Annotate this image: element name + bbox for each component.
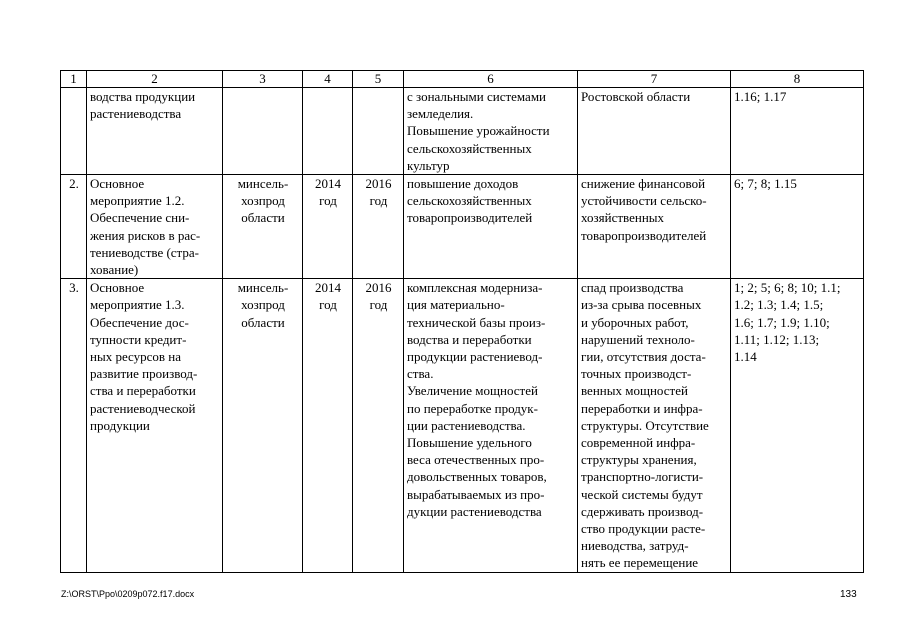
page-number: 133: [840, 589, 857, 600]
cell-text-line: сдерживать производ-: [581, 503, 704, 519]
cell-text-line: области: [241, 210, 285, 226]
indicator-links-cell: [731, 175, 864, 279]
cell-text-line: современной инфра-: [581, 435, 696, 451]
cell-text-line: структуры хранения,: [581, 452, 697, 468]
cell-text-line: Повышение удельного: [407, 435, 532, 451]
cell-text-line: Основное: [90, 176, 145, 192]
cell-text-line: Ростовской области: [581, 89, 691, 104]
cell-text-line: венных мощностей: [581, 383, 688, 399]
activity-name-cell: [87, 88, 223, 175]
column-number: 6: [404, 71, 578, 88]
indicator-links-cell: [731, 279, 864, 572]
cell-text-line: хозяйственных: [581, 210, 665, 226]
cell-text-line: 1.6; 1.7; 1.9; 1.10;: [734, 314, 830, 330]
cell-text-line: структуры. Отсутствие: [581, 417, 709, 433]
executor-cell: [223, 175, 303, 279]
column-number: 5: [353, 71, 404, 88]
expected-result-cell: [404, 175, 578, 279]
cell-text-line: хование): [90, 262, 139, 278]
column-number: 3: [223, 71, 303, 88]
program-activities-table: [60, 70, 864, 573]
column-number: 2: [87, 71, 223, 88]
cell-text-line: товаропроизводителей: [407, 210, 533, 226]
column-number-row: [61, 71, 864, 88]
activity-name-cell: [87, 279, 223, 572]
document-file-path: Z:\ORST\Ppo\0209p072.f17.docx: [61, 589, 195, 599]
cell-text-line: сельскохозяйственных: [407, 140, 532, 156]
cell-text-line: год: [319, 297, 337, 313]
cell-text-line: спад производства: [581, 280, 684, 296]
cell-text-line: 1.11; 1.12; 1.13;: [734, 331, 820, 347]
indicator-links-cell: [731, 88, 864, 175]
cell-text-line: снижение финансовой: [581, 176, 706, 192]
start-year-cell: [303, 175, 353, 279]
table-row: [61, 175, 864, 279]
cell-text-line: из-за срыва посевных: [581, 297, 702, 313]
cell-text-line: гии, отсутствия доста-: [581, 349, 706, 365]
cell-text-line: Основное: [90, 280, 145, 296]
cell-text-line: по переработке продук-: [407, 400, 538, 416]
cell-text-line: год: [319, 193, 337, 209]
end-year-cell: [353, 88, 404, 175]
cell-text-line: сельскохозяйственных: [407, 193, 532, 209]
cell-text-line: товаропроизводителей: [581, 227, 707, 243]
row-number-cell: 3.: [61, 279, 87, 572]
cell-text-line: растениеводческой: [90, 400, 196, 416]
cell-text-line: 1.14: [734, 349, 757, 365]
cell-text-line: минсель-: [237, 280, 289, 296]
cell-text-line: комплексная модерниза-: [407, 280, 543, 296]
expected-result-cell: [404, 279, 578, 572]
consequence-cell: [578, 88, 731, 175]
cell-text-line: мероприятие 1.3.: [90, 297, 185, 313]
cell-text-line: продукции: [90, 417, 150, 433]
end-year-cell: [353, 175, 404, 279]
column-number: 8: [731, 71, 864, 88]
cell-text-line: 2016: [365, 176, 392, 192]
cell-text-line: земледелия.: [407, 106, 474, 122]
cell-text-line: ции растениеводства.: [407, 417, 526, 433]
cell-text-line: вырабатываемых из про-: [407, 486, 545, 502]
cell-text-line: культур: [407, 157, 450, 173]
cell-text-line: 2014: [315, 280, 341, 296]
cell-text-line: водства продукции: [90, 89, 196, 104]
cell-text-line: повышение доходов: [407, 176, 519, 192]
cell-text-line: ства.: [407, 366, 434, 382]
cell-text-line: мероприятие 1.2.: [90, 193, 185, 209]
cell-text-line: точных производст-: [581, 366, 692, 382]
cell-text-line: устойчивости сельско-: [581, 193, 707, 209]
cell-text-line: жения рисков в рас-: [90, 227, 201, 243]
start-year-cell: [303, 88, 353, 175]
cell-text-line: ство продукции расте-: [581, 521, 706, 537]
row-number-cell: [61, 88, 87, 175]
executor-cell: [223, 88, 303, 175]
column-number: 7: [578, 71, 731, 88]
cell-text-line: ных ресурсов на: [90, 349, 182, 365]
cell-text-line: области: [241, 314, 285, 330]
activity-name-cell: [87, 175, 223, 279]
cell-text-line: ства и переработки: [90, 383, 196, 399]
cell-text-line: 1; 2; 5; 6; 8; 10; 1.1;: [734, 280, 841, 296]
cell-text-line: тупности кредит-: [90, 331, 187, 347]
cell-text-line: технической базы произ-: [407, 314, 546, 330]
cell-text-line: довольственных товаров,: [407, 469, 547, 485]
cell-text-line: транспортно-логисти-: [581, 469, 704, 485]
cell-text-line: 1.16; 1.17: [734, 89, 787, 104]
cell-text-line: Обеспечение дос-: [90, 314, 189, 330]
column-number: 4: [303, 71, 353, 88]
cell-text-line: нарушений техноло-: [581, 331, 695, 347]
column-number: 1: [61, 71, 87, 88]
executor-cell: [223, 279, 303, 572]
cell-text-line: нять ее перемещение: [581, 555, 699, 571]
cell-text-line: и уборочных работ,: [581, 314, 689, 330]
consequence-cell: [578, 279, 731, 572]
cell-text-line: с зональными системами: [407, 89, 547, 104]
cell-text-line: дукции растениеводства: [407, 503, 542, 519]
cell-text-line: ниеводства, затруд-: [581, 538, 689, 554]
cell-text-line: год: [369, 297, 388, 313]
expected-result-cell: [404, 88, 578, 175]
consequence-cell: [578, 175, 731, 279]
cell-text-line: Увеличение мощностей: [407, 383, 538, 399]
cell-text-line: год: [369, 193, 388, 209]
start-year-cell: [303, 279, 353, 572]
cell-text-line: растениеводства: [90, 106, 182, 122]
table-row: [61, 279, 864, 572]
cell-text-line: Повышение урожайности: [407, 123, 550, 139]
cell-text-line: 6; 7; 8; 1.15: [734, 176, 797, 192]
end-year-cell: [353, 279, 404, 572]
cell-text-line: хозпрод: [241, 297, 285, 313]
cell-text-line: развитие производ-: [90, 366, 198, 382]
cell-text-line: минсель-: [237, 176, 289, 192]
cell-text-line: 2016: [365, 280, 392, 296]
cell-text-line: ческой системы будут: [581, 486, 703, 502]
cell-text-line: 1.2; 1.3; 1.4; 1.5;: [734, 297, 824, 313]
cell-text-line: переработки и инфра-: [581, 400, 703, 416]
cell-text-line: 2014: [315, 176, 341, 192]
cell-text-line: хозпрод: [241, 193, 285, 209]
cell-text-line: водства и переработки: [407, 331, 532, 347]
row-number-cell: 2.: [61, 175, 87, 279]
table-row: [61, 88, 864, 175]
cell-text-line: продукции растениевод-: [407, 349, 543, 365]
cell-text-line: Обеспечение сни-: [90, 210, 190, 226]
cell-text-line: веса отечественных про-: [407, 452, 545, 468]
cell-text-line: тениеводстве (стра-: [90, 244, 199, 260]
cell-text-line: ция материально-: [407, 297, 505, 313]
